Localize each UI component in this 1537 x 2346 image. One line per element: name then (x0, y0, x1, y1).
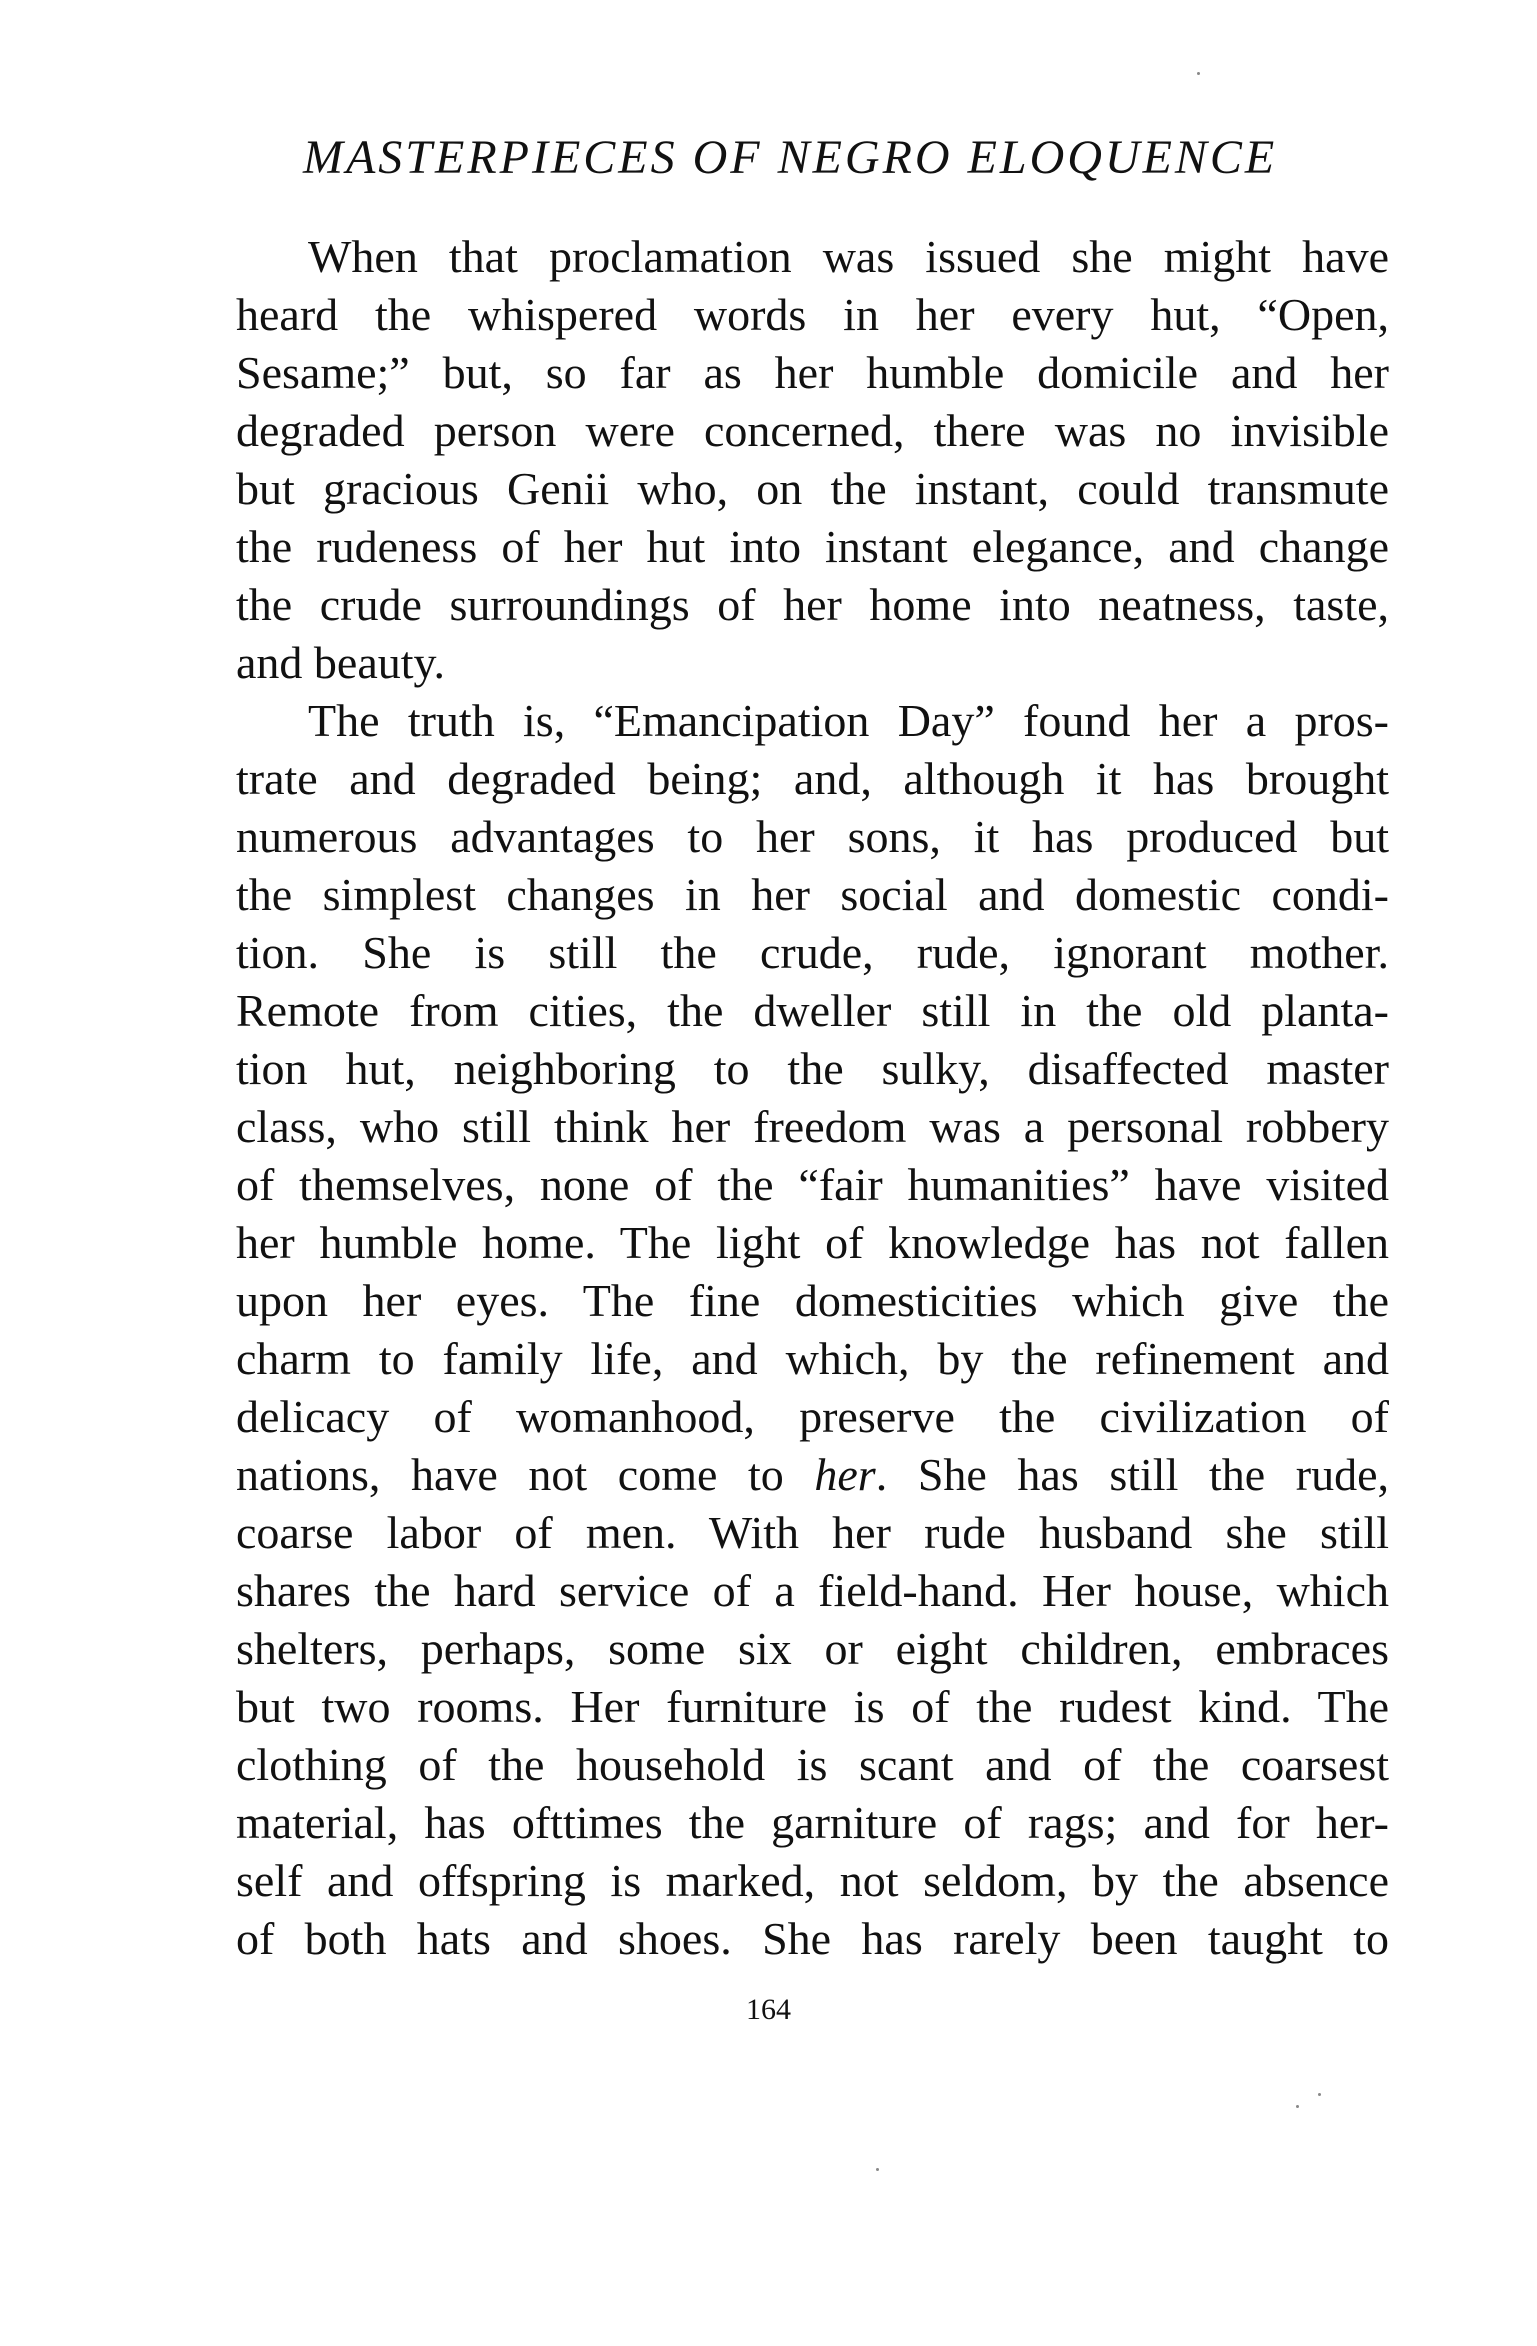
scan-speck (1197, 72, 1200, 75)
text-line: the crude surroundings of her home into neatness, taste, (236, 579, 1389, 630)
scan-speck (876, 2168, 879, 2171)
text-line: shelters, perhaps, some six or eight children, embraces (236, 1623, 1389, 1674)
text-line: numerous advantages to her sons, it has produced but (236, 811, 1389, 862)
text-line: and beauty. (236, 637, 446, 688)
text-line: the rudeness of her hut into instant elegance, and change (236, 521, 1389, 572)
text-segment: nations, have not come to (236, 1449, 815, 1500)
body-text (236, 228, 1389, 1968)
running-title: MASTERPIECES OF NEGRO ELOQUENCE (303, 131, 1278, 184)
text-line: delicacy of womanhood, preserve the civilization of (236, 1391, 1389, 1442)
text-line: When that proclamation was issued she might have (308, 231, 1389, 282)
text-line: self and offspring is marked, not seldom, by the absence (236, 1855, 1389, 1906)
scan-speck (1296, 2105, 1299, 2108)
text-line: heard the whispered words in her every hut, “Open, (236, 289, 1389, 340)
text-line: tion hut, neighboring to the sulky, disaffected master (236, 1043, 1389, 1094)
text-line: coarse labor of men. With her rude husband she still (236, 1507, 1389, 1558)
text-line: shares the hard service of a field-hand. Her house, which (236, 1565, 1389, 1616)
text-line: degraded person were concerned, there was no invisible (236, 405, 1389, 456)
text-line: The truth is, “Emancipation Day” found her a pros- (308, 695, 1389, 746)
text-line: Remote from cities, the dweller still in the old planta- (236, 985, 1389, 1036)
text-line: charm to family life, and which, by the refinement and (236, 1333, 1389, 1384)
text-segment: . She has still the rude, (875, 1449, 1389, 1500)
text-line: of themselves, none of the “fair humanities” have visited (236, 1159, 1389, 1210)
text-line: Sesame;” but, so far as her humble domicile and her (236, 347, 1389, 398)
paragraph-2 (236, 692, 1389, 1968)
text-line-with-emphasis (236, 1446, 1389, 1504)
text-line: but gracious Genii who, on the instant, could transmute (236, 463, 1389, 514)
text-line: clothing of the household is scant and of the coarsest (236, 1739, 1389, 1790)
text-line: upon her eyes. The fine domesticities which give the (236, 1275, 1389, 1326)
emphasized-word: her (814, 1449, 876, 1500)
text-line: class, who still think her freedom was a personal robbery (236, 1101, 1389, 1152)
text-line: tion. She is still the crude, rude, ignorant mother. (236, 927, 1389, 978)
paragraph-1 (236, 228, 1389, 692)
text-line: but two rooms. Her furniture is of the rudest kind. The (236, 1681, 1389, 1732)
text-line: her humble home. The light of knowledge has not fallen (236, 1217, 1389, 1268)
text-line: material, has ofttimes the garniture of rags; and for her- (236, 1797, 1389, 1848)
text-line: the simplest changes in her social and domestic condi- (236, 869, 1389, 920)
page-number: 164 (746, 1993, 791, 2026)
text-line: of both hats and shoes. She has rarely been taught to (236, 1913, 1389, 1964)
text-line: trate and degraded being; and, although it has brought (236, 753, 1389, 804)
scan-speck (1318, 2093, 1321, 2096)
